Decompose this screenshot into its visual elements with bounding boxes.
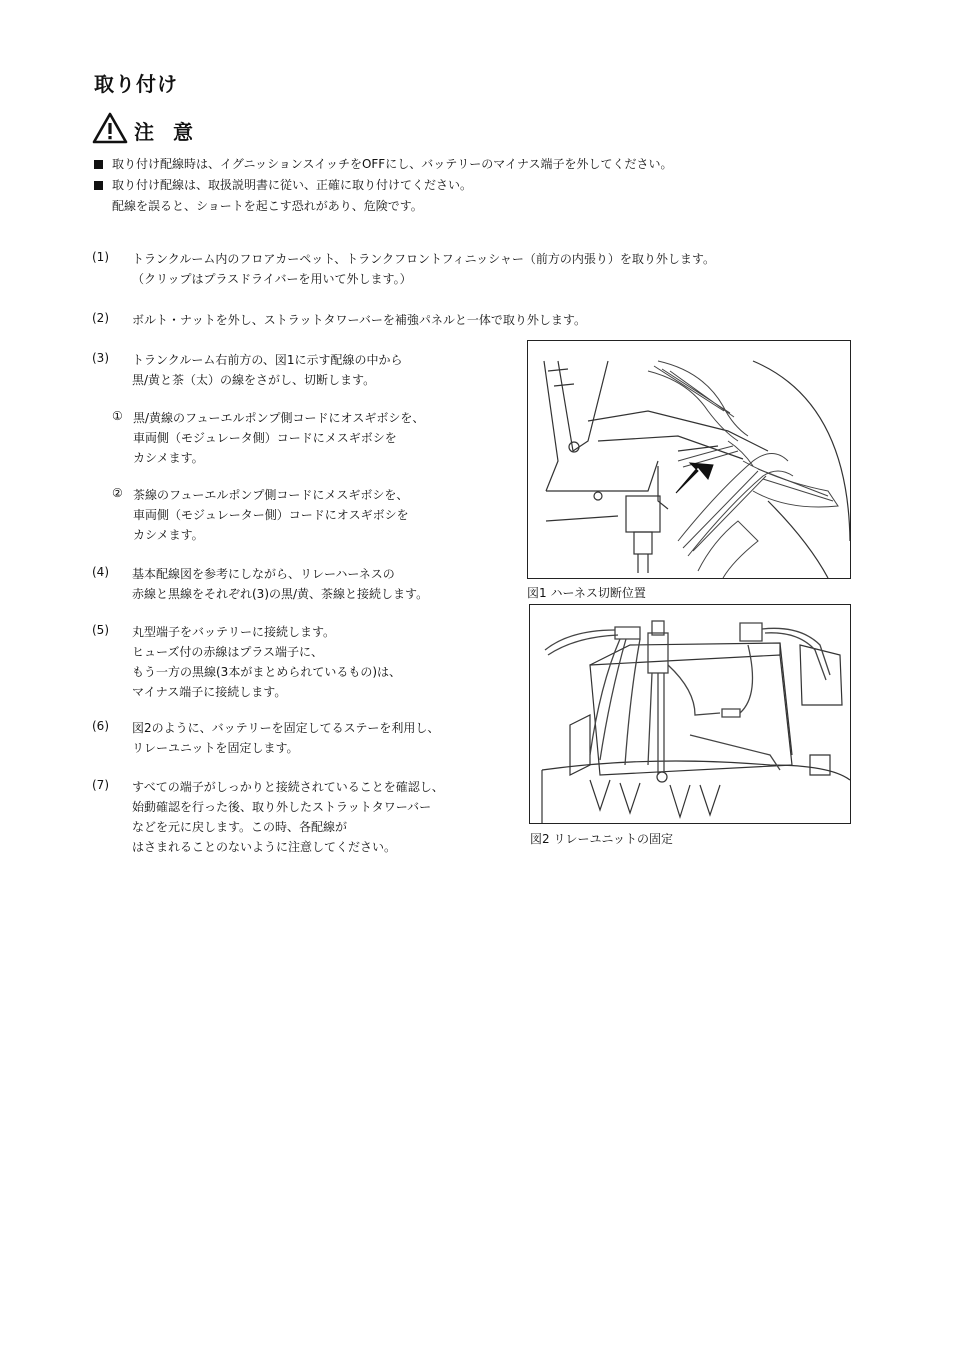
step-number: (5) <box>92 623 109 637</box>
step-text: リレーユニットを固定します。 <box>132 741 299 755</box>
step-number: (1) <box>92 250 109 264</box>
step-text: などを元に戻します。この時、各配線が <box>132 820 348 834</box>
step-text: 始動確認を行った後、取り外したストラットタワーバー <box>132 800 432 814</box>
sub-step-text: 黒/黄線のフューエルポンプ側コードにオスギボシを、 <box>133 411 425 425</box>
step-text: すべての端子がしっかりと接続されていることを確認し、 <box>132 780 444 794</box>
step-number: (4) <box>92 565 109 579</box>
figure-harness-cut-position <box>527 340 851 579</box>
step-number: (7) <box>92 778 109 792</box>
caution-continuation: 配線を誤ると、ショートを起こす恐れがあり、危険です。 <box>112 199 423 213</box>
bullet-square-icon <box>94 160 103 169</box>
step-text: 図2のように、バッテリーを固定してるステーを利用し、 <box>132 721 440 735</box>
sub-step-text: 車両側（モジュレータ側）コードにメスギボシを <box>133 431 397 445</box>
caution-label: 注 意 <box>134 120 199 144</box>
step-text: 黒/黄と茶（太）の線をさがし、切断します。 <box>132 373 376 387</box>
sub-step-marker: ② <box>112 486 123 500</box>
sub-step-marker: ① <box>112 409 123 423</box>
sub-step-text: カシメます。 <box>133 528 204 542</box>
step-text: はさまれることのないように注意してください。 <box>132 840 397 854</box>
step-number: (2) <box>92 311 109 325</box>
sub-step-text: カシメます。 <box>133 451 204 465</box>
figure-relay-unit-fixing <box>529 604 851 824</box>
sub-step-text: 車両側（モジュレーター側）コードにオスギボシを <box>133 508 409 522</box>
step-text: 基本配線図を参考にしながら、リレーハーネスの <box>132 567 395 581</box>
caution-item: 取り付け配線は、取扱説明書に従い、正確に取り付けてください。 <box>94 176 472 194</box>
sub-step-text: 茶線のフューエルポンプ側コードにメスギボシを、 <box>133 488 409 502</box>
step-text: トランクルーム右前方の、図1に示す配線の中から <box>132 353 403 367</box>
figure-caption: 図1 ハーネス切断位置 <box>527 586 646 600</box>
figure-caption: 図2 リレーユニットの固定 <box>530 832 673 846</box>
step-text: もう一方の黒線(3本がまとめられているもの)は、 <box>132 665 401 679</box>
step-text: マイナス端子に接続します。 <box>132 685 287 699</box>
warning-triangle-icon <box>92 112 128 144</box>
step-text: ボルト・ナットを外し、ストラットタワーバーを補強パネルと一体で取り外します。 <box>132 313 586 327</box>
caution-item: 取り付け配線時は、イグニッションスイッチをOFFにし、バッテリーのマイナス端子を外してください。 <box>94 155 673 173</box>
relay-illustration <box>530 605 850 823</box>
step-text: 丸型端子をバッテリーに接続します。 <box>132 625 336 639</box>
bullet-square-icon <box>94 181 103 190</box>
page-title: 取り付け <box>94 72 178 96</box>
step-text: トランクルーム内のフロアカーペット、トランクフロントフィニッシャー（前方の内張り）を取り外します。 <box>132 252 715 266</box>
step-text: 赤線と黒線をそれぞれ(3)の黒/黄、茶線と接続します。 <box>132 587 429 601</box>
harness-illustration <box>528 341 850 578</box>
step-text: ヒューズ付の赤線はプラス端子に、 <box>132 645 324 659</box>
step-number: (3) <box>92 351 109 365</box>
step-number: (6) <box>92 719 109 733</box>
step-text: （クリップはプラスドライバーを用いて外します。） <box>132 272 412 286</box>
